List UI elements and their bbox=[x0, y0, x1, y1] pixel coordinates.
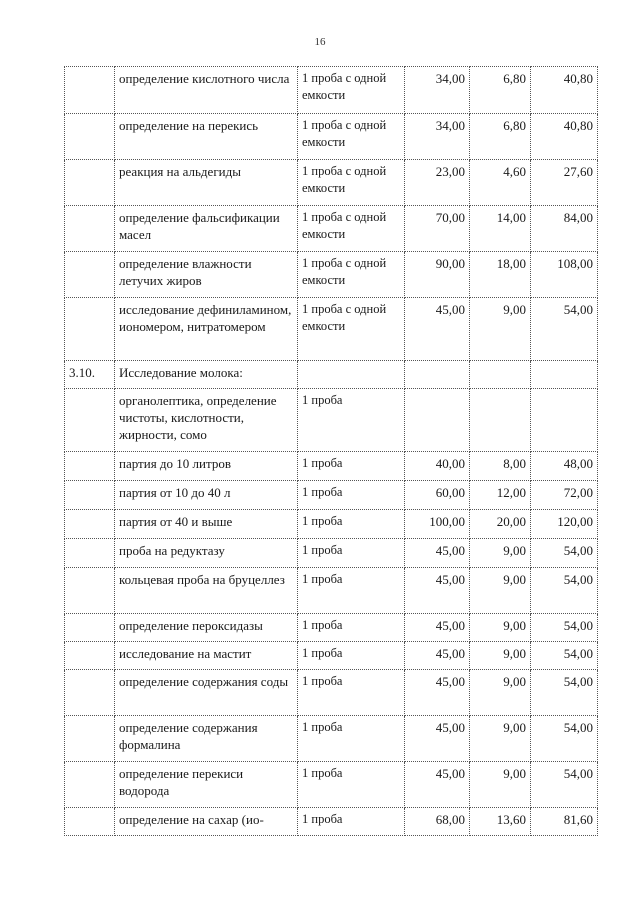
item-number bbox=[65, 539, 115, 568]
table-row bbox=[65, 642, 598, 670]
total-value: 120,00 bbox=[531, 510, 598, 539]
item-number bbox=[65, 452, 115, 481]
section-title: Исследование молока: bbox=[115, 361, 298, 389]
price-value: 90,00 bbox=[405, 252, 470, 298]
table-row bbox=[65, 510, 598, 539]
unit-of-measure: 1 проба с одной емкости bbox=[298, 160, 405, 206]
table-row bbox=[65, 252, 598, 298]
vat-value: 9,00 bbox=[470, 298, 531, 361]
service-name: определение на перекись bbox=[115, 114, 298, 160]
unit-of-measure: 1 проба bbox=[298, 642, 405, 670]
item-number bbox=[65, 114, 115, 160]
page-number: 16 bbox=[314, 36, 326, 48]
service-name: определение влажности летучих жиров bbox=[115, 252, 298, 298]
service-name: исследование дефиниламином, иономером, нитратомером bbox=[115, 298, 298, 361]
unit-of-measure: 1 проба с одной емкости bbox=[298, 67, 405, 114]
table-row bbox=[65, 716, 598, 762]
unit-of-measure: 1 проба bbox=[298, 539, 405, 568]
price-value: 23,00 bbox=[405, 160, 470, 206]
price-value bbox=[405, 361, 470, 389]
item-number bbox=[65, 510, 115, 539]
table-row bbox=[65, 389, 598, 452]
item-number bbox=[65, 206, 115, 252]
unit-of-measure: 1 проба с одной емкости bbox=[298, 206, 405, 252]
table-row bbox=[65, 614, 598, 642]
service-name: исследование на мастит bbox=[115, 642, 298, 670]
total-value: 108,00 bbox=[531, 252, 598, 298]
table-row bbox=[65, 206, 598, 252]
item-number bbox=[65, 568, 115, 614]
service-name: кольцевая проба на бруцеллез bbox=[115, 568, 298, 614]
price-value: 100,00 bbox=[405, 510, 470, 539]
item-number bbox=[65, 160, 115, 206]
service-name: определение перекиси водорода bbox=[115, 762, 298, 808]
price-value: 45,00 bbox=[405, 298, 470, 361]
table-row bbox=[65, 670, 598, 716]
vat-value: 20,00 bbox=[470, 510, 531, 539]
table-row bbox=[65, 539, 598, 568]
unit-of-measure: 1 проба bbox=[298, 762, 405, 808]
unit-of-measure: 1 проба bbox=[298, 808, 405, 836]
total-value: 84,00 bbox=[531, 206, 598, 252]
vat-value: 12,00 bbox=[470, 481, 531, 510]
section-header-row bbox=[65, 361, 598, 389]
table-row bbox=[65, 67, 598, 114]
total-value: 54,00 bbox=[531, 670, 598, 716]
total-value: 54,00 bbox=[531, 716, 598, 762]
price-table bbox=[64, 66, 598, 836]
service-name: определение содержания формалина bbox=[115, 716, 298, 762]
unit-of-measure: 1 проба bbox=[298, 716, 405, 762]
total-value: 54,00 bbox=[531, 762, 598, 808]
unit-of-measure: 1 проба bbox=[298, 389, 405, 452]
vat-value: 4,60 bbox=[470, 160, 531, 206]
service-name: определение содержания соды bbox=[115, 670, 298, 716]
vat-value: 9,00 bbox=[470, 762, 531, 808]
item-number bbox=[65, 67, 115, 114]
vat-value: 9,00 bbox=[470, 670, 531, 716]
vat-value: 9,00 bbox=[470, 716, 531, 762]
price-value: 45,00 bbox=[405, 642, 470, 670]
total-value: 40,80 bbox=[531, 67, 598, 114]
vat-value: 9,00 bbox=[470, 642, 531, 670]
table-row bbox=[65, 762, 598, 808]
item-number bbox=[65, 642, 115, 670]
vat-value: 14,00 bbox=[470, 206, 531, 252]
vat-value: 18,00 bbox=[470, 252, 531, 298]
table-row bbox=[65, 452, 598, 481]
price-value: 45,00 bbox=[405, 539, 470, 568]
total-value bbox=[531, 361, 598, 389]
service-name: определение на сахар (ио- bbox=[115, 808, 298, 836]
total-value: 54,00 bbox=[531, 298, 598, 361]
service-name: определение кислотного числа bbox=[115, 67, 298, 114]
service-name: проба на редуктазу bbox=[115, 539, 298, 568]
item-number bbox=[65, 808, 115, 836]
service-name: реакция на альдегиды bbox=[115, 160, 298, 206]
total-value: 72,00 bbox=[531, 481, 598, 510]
price-value: 70,00 bbox=[405, 206, 470, 252]
vat-value: 8,00 bbox=[470, 452, 531, 481]
item-number bbox=[65, 298, 115, 361]
unit-of-measure bbox=[298, 361, 405, 389]
table-row bbox=[65, 160, 598, 206]
table-row bbox=[65, 481, 598, 510]
service-name: органолептика, определение чистоты, кислотности, жирности, сомо bbox=[115, 389, 298, 452]
service-name: партия до 10 литров bbox=[115, 452, 298, 481]
total-value bbox=[531, 389, 598, 452]
service-name: партия от 40 и выше bbox=[115, 510, 298, 539]
price-value bbox=[405, 389, 470, 452]
table-row bbox=[65, 298, 598, 361]
price-value: 34,00 bbox=[405, 114, 470, 160]
price-value: 45,00 bbox=[405, 716, 470, 762]
price-value: 45,00 bbox=[405, 670, 470, 716]
item-number bbox=[65, 614, 115, 642]
item-number bbox=[65, 252, 115, 298]
total-value: 54,00 bbox=[531, 642, 598, 670]
unit-of-measure: 1 проба bbox=[298, 670, 405, 716]
price-value: 45,00 bbox=[405, 762, 470, 808]
price-value: 60,00 bbox=[405, 481, 470, 510]
total-value: 48,00 bbox=[531, 452, 598, 481]
vat-value: 9,00 bbox=[470, 614, 531, 642]
unit-of-measure: 1 проба с одной емкости bbox=[298, 298, 405, 361]
total-value: 40,80 bbox=[531, 114, 598, 160]
item-number bbox=[65, 389, 115, 452]
vat-value bbox=[470, 361, 531, 389]
vat-value bbox=[470, 389, 531, 452]
price-value: 34,00 bbox=[405, 67, 470, 114]
item-number bbox=[65, 670, 115, 716]
total-value: 54,00 bbox=[531, 614, 598, 642]
unit-of-measure: 1 проба bbox=[298, 481, 405, 510]
item-number bbox=[65, 481, 115, 510]
table-row bbox=[65, 114, 598, 160]
section-number: 3.10. bbox=[65, 361, 115, 389]
unit-of-measure: 1 проба bbox=[298, 568, 405, 614]
vat-value: 6,80 bbox=[470, 67, 531, 114]
price-value: 45,00 bbox=[405, 614, 470, 642]
total-value: 81,60 bbox=[531, 808, 598, 836]
price-value: 45,00 bbox=[405, 568, 470, 614]
vat-value: 9,00 bbox=[470, 539, 531, 568]
total-value: 54,00 bbox=[531, 568, 598, 614]
service-name: определение пероксидазы bbox=[115, 614, 298, 642]
table-row bbox=[65, 808, 598, 836]
unit-of-measure: 1 проба bbox=[298, 510, 405, 539]
price-value: 68,00 bbox=[405, 808, 470, 836]
service-name: партия от 10 до 40 л bbox=[115, 481, 298, 510]
unit-of-measure: 1 проба с одной емкости bbox=[298, 114, 405, 160]
unit-of-measure: 1 проба bbox=[298, 452, 405, 481]
item-number bbox=[65, 716, 115, 762]
table-row bbox=[65, 568, 598, 614]
price-value: 40,00 bbox=[405, 452, 470, 481]
total-value: 27,60 bbox=[531, 160, 598, 206]
vat-value: 6,80 bbox=[470, 114, 531, 160]
service-name: определение фальсификации масел bbox=[115, 206, 298, 252]
unit-of-measure: 1 проба с одной емкости bbox=[298, 252, 405, 298]
vat-value: 13,60 bbox=[470, 808, 531, 836]
vat-value: 9,00 bbox=[470, 568, 531, 614]
unit-of-measure: 1 проба bbox=[298, 614, 405, 642]
table-body bbox=[65, 67, 598, 836]
total-value: 54,00 bbox=[531, 539, 598, 568]
item-number bbox=[65, 762, 115, 808]
